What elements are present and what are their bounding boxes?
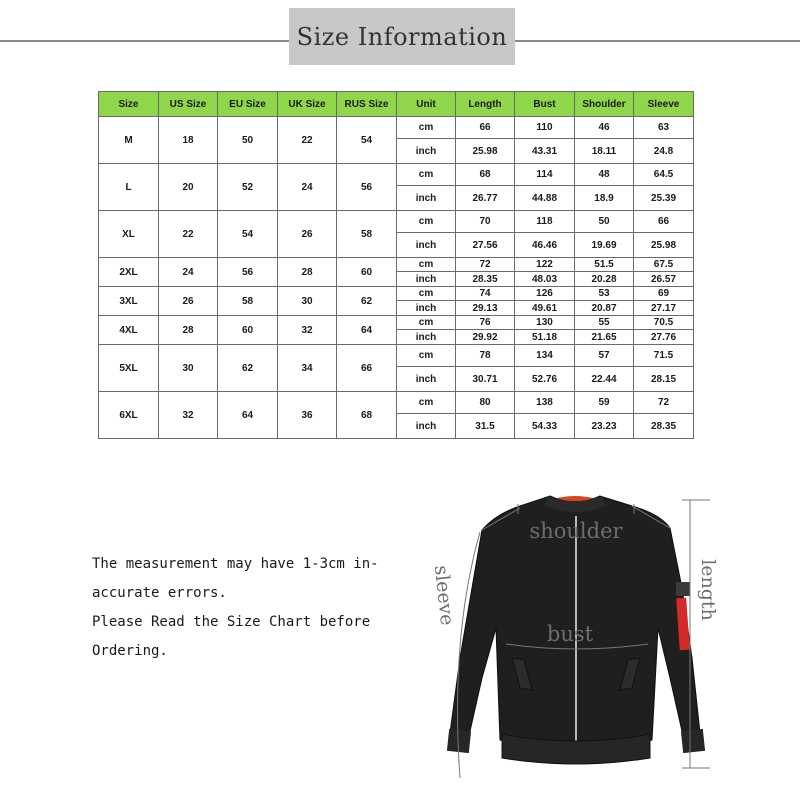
- bust-label: bust: [546, 622, 594, 646]
- column-header: Size: [99, 92, 159, 117]
- eu-size-cell: 54: [218, 211, 278, 258]
- measurement-cell: 25.39: [634, 186, 694, 211]
- measurement-cell: 27.17: [634, 301, 694, 316]
- table-body: [99, 117, 694, 439]
- measurement-cell: 71.5: [634, 345, 694, 367]
- table-row: [99, 258, 694, 272]
- rus-size-cell: 56: [337, 164, 397, 211]
- measurement-cell: 44.88: [515, 186, 575, 211]
- column-header: Length: [456, 92, 515, 117]
- measurement-cell: 70: [456, 211, 515, 233]
- uk-size-cell: 22: [278, 117, 337, 164]
- unit-cell: cm: [397, 117, 456, 139]
- unit-cell: cm: [397, 316, 456, 330]
- measurement-cell: 76: [456, 316, 515, 330]
- measurement-cell: 20.87: [575, 301, 634, 316]
- size-cell: XL: [99, 211, 159, 258]
- header-rule-right: [514, 40, 800, 42]
- size-cell: 4XL: [99, 316, 159, 345]
- column-header: RUS Size: [337, 92, 397, 117]
- uk-size-cell: 28: [278, 258, 337, 287]
- measurement-cell: 21.65: [575, 330, 634, 345]
- measurement-cell: 63: [634, 117, 694, 139]
- uk-size-cell: 36: [278, 392, 337, 439]
- rus-size-cell: 66: [337, 345, 397, 392]
- uk-size-cell: 32: [278, 316, 337, 345]
- rus-size-cell: 60: [337, 258, 397, 287]
- measurement-cell: 25.98: [634, 233, 694, 258]
- unit-cell: inch: [397, 330, 456, 345]
- unit-cell: inch: [397, 233, 456, 258]
- column-header: Shoulder: [575, 92, 634, 117]
- measurement-cell: 29.92: [456, 330, 515, 345]
- rus-size-cell: 62: [337, 287, 397, 316]
- measurement-cell: 69: [634, 287, 694, 301]
- column-header: US Size: [159, 92, 218, 117]
- measurement-cell: 72: [456, 258, 515, 272]
- measurement-cell: 20.28: [575, 272, 634, 287]
- rus-size-cell: 54: [337, 117, 397, 164]
- measurement-cell: 80: [456, 392, 515, 414]
- header-rule-left: [0, 40, 290, 42]
- measurement-cell: 110: [515, 117, 575, 139]
- eu-size-cell: 56: [218, 258, 278, 287]
- measurement-cell: 23.23: [575, 414, 634, 439]
- column-header: Unit: [397, 92, 456, 117]
- note-line: Please Read the Size Chart before: [92, 614, 371, 630]
- measurement-cell: 59: [575, 392, 634, 414]
- measurement-cell: 64.5: [634, 164, 694, 186]
- measurement-cell: 48.03: [515, 272, 575, 287]
- size-cell: 6XL: [99, 392, 159, 439]
- unit-cell: cm: [397, 258, 456, 272]
- size-cell: 3XL: [99, 287, 159, 316]
- measurement-cell: 66: [456, 117, 515, 139]
- note-line: The measurement may have 1-3cm in-: [92, 556, 379, 572]
- jacket-measurement-diagram: [420, 478, 720, 788]
- measurement-cell: 26.77: [456, 186, 515, 211]
- measurement-cell: 46.46: [515, 233, 575, 258]
- measurement-cell: 19.69: [575, 233, 634, 258]
- table-header-row: [99, 92, 694, 117]
- measurement-cell: 27.76: [634, 330, 694, 345]
- table-row: [99, 345, 694, 367]
- uk-size-cell: 24: [278, 164, 337, 211]
- eu-size-cell: 64: [218, 392, 278, 439]
- size-cell: 5XL: [99, 345, 159, 392]
- us-size-cell: 20: [159, 164, 218, 211]
- uk-size-cell: 30: [278, 287, 337, 316]
- measurement-cell: 18.11: [575, 139, 634, 164]
- measurement-cell: 66: [634, 211, 694, 233]
- unit-cell: inch: [397, 139, 456, 164]
- table-row: [99, 211, 694, 233]
- table-row: [99, 287, 694, 301]
- measurement-cell: 78: [456, 345, 515, 367]
- measurement-cell: 50: [575, 211, 634, 233]
- measurement-cell: 57: [575, 345, 634, 367]
- measurement-cell: 52.76: [515, 367, 575, 392]
- measurement-cell: 25.98: [456, 139, 515, 164]
- uk-size-cell: 26: [278, 211, 337, 258]
- measurement-cell: 28.15: [634, 367, 694, 392]
- measurement-cell: 27.56: [456, 233, 515, 258]
- eu-size-cell: 52: [218, 164, 278, 211]
- measurement-cell: 126: [515, 287, 575, 301]
- us-size-cell: 18: [159, 117, 218, 164]
- rus-size-cell: 64: [337, 316, 397, 345]
- note-line: accurate errors.: [92, 585, 227, 601]
- column-header: Bust: [515, 92, 575, 117]
- unit-cell: cm: [397, 345, 456, 367]
- rus-size-cell: 58: [337, 211, 397, 258]
- measurement-cell: 46: [575, 117, 634, 139]
- us-size-cell: 28: [159, 316, 218, 345]
- column-header: UK Size: [278, 92, 337, 117]
- measurement-cell: 122: [515, 258, 575, 272]
- unit-cell: cm: [397, 392, 456, 414]
- length-label: length: [697, 559, 719, 621]
- size-cell: L: [99, 164, 159, 211]
- size-cell: 2XL: [99, 258, 159, 287]
- measurement-cell: 54.33: [515, 414, 575, 439]
- table-row: [99, 392, 694, 414]
- measurement-cell: 49.61: [515, 301, 575, 316]
- measurement-cell: 53: [575, 287, 634, 301]
- measurement-cell: 51.18: [515, 330, 575, 345]
- measurement-cell: 134: [515, 345, 575, 367]
- title-banner: [289, 8, 515, 65]
- column-header: Sleeve: [634, 92, 694, 117]
- us-size-cell: 32: [159, 392, 218, 439]
- unit-cell: inch: [397, 272, 456, 287]
- uk-size-cell: 34: [278, 345, 337, 392]
- eu-size-cell: 62: [218, 345, 278, 392]
- measurement-cell: 114: [515, 164, 575, 186]
- measurement-cell: 28.35: [456, 272, 515, 287]
- unit-cell: cm: [397, 211, 456, 233]
- measurement-cell: 130: [515, 316, 575, 330]
- unit-cell: inch: [397, 367, 456, 392]
- shoulder-label: shoulder: [529, 519, 623, 543]
- measurement-cell: 48: [575, 164, 634, 186]
- measurement-cell: 29.13: [456, 301, 515, 316]
- column-header: EU Size: [218, 92, 278, 117]
- measurement-cell: 43.31: [515, 139, 575, 164]
- size-cell: M: [99, 117, 159, 164]
- measurement-cell: 68: [456, 164, 515, 186]
- measurement-cell: 74: [456, 287, 515, 301]
- eu-size-cell: 50: [218, 117, 278, 164]
- measurement-cell: 18.9: [575, 186, 634, 211]
- measurement-cell: 22.44: [575, 367, 634, 392]
- us-size-cell: 22: [159, 211, 218, 258]
- rus-size-cell: 68: [337, 392, 397, 439]
- measurement-cell: 24.8: [634, 139, 694, 164]
- measurement-cell: 118: [515, 211, 575, 233]
- measurement-cell: 28.35: [634, 414, 694, 439]
- us-size-cell: 24: [159, 258, 218, 287]
- measurement-cell: 55: [575, 316, 634, 330]
- measurement-cell: 31.5: [456, 414, 515, 439]
- measurement-cell: 72: [634, 392, 694, 414]
- unit-cell: inch: [397, 414, 456, 439]
- table-row: [99, 117, 694, 139]
- us-size-cell: 30: [159, 345, 218, 392]
- page-title: Size Information: [296, 22, 508, 51]
- us-size-cell: 26: [159, 287, 218, 316]
- eu-size-cell: 58: [218, 287, 278, 316]
- table-row: [99, 164, 694, 186]
- table-row: [99, 316, 694, 330]
- unit-cell: cm: [397, 164, 456, 186]
- measurement-cell: 26.57: [634, 272, 694, 287]
- unit-cell: inch: [397, 186, 456, 211]
- measurement-cell: 67.5: [634, 258, 694, 272]
- note-line: Ordering.: [92, 643, 168, 659]
- unit-cell: inch: [397, 301, 456, 316]
- sleeve-label: sleeve: [429, 564, 459, 627]
- measurement-cell: 70.5: [634, 316, 694, 330]
- measurement-cell: 30.71: [456, 367, 515, 392]
- measurement-cell: 51.5: [575, 258, 634, 272]
- eu-size-cell: 60: [218, 316, 278, 345]
- size-table: [98, 91, 694, 439]
- measurement-note: [92, 550, 412, 666]
- unit-cell: cm: [397, 287, 456, 301]
- measurement-cell: 138: [515, 392, 575, 414]
